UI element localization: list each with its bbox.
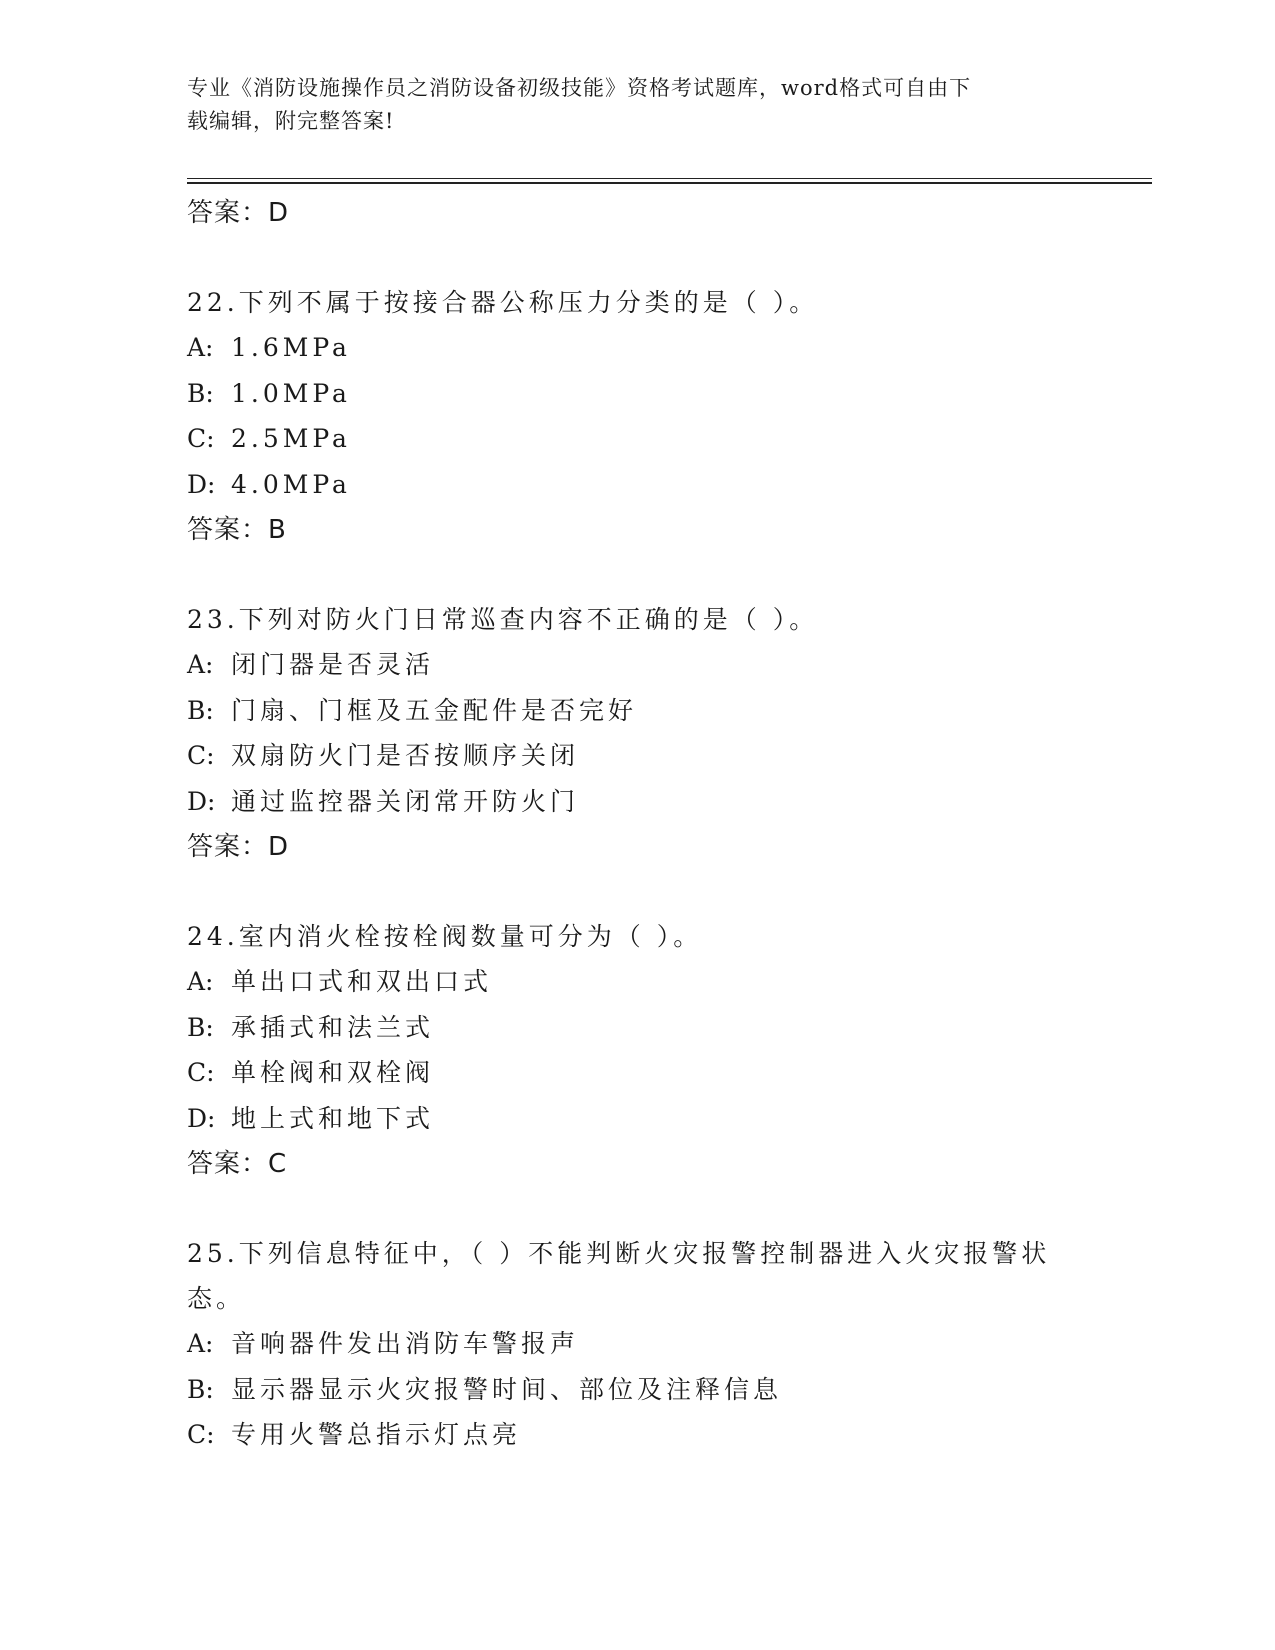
answer-prefix: 答案： [187,515,269,545]
option-d [187,462,1087,508]
option-letter: C: [187,424,215,453]
option-a [187,1321,1087,1367]
question-22 [187,280,1087,553]
option-text: 门扇、门框及五金配件是否完好 [231,695,638,725]
answer-value: B [268,515,287,545]
answer-prefix: 答案： [187,198,269,228]
option-text: 地上式和地下式 [231,1103,435,1133]
option-text: 承插式和法兰式 [231,1012,435,1042]
answer-prefix: 答案： [187,832,269,862]
option-text: 单出口式和双出口式 [231,967,493,996]
question-answer [187,1141,1087,1187]
option-letter: C: [187,741,215,770]
document-header [187,72,1067,138]
option-letter: A: [187,1329,214,1358]
option-b [187,371,1087,417]
option-d [187,779,1087,825]
question-stem: 24.室内消火栓按栓阀数量可分为（ ）。 [187,922,703,951]
option-letter: D: [187,469,216,499]
header-line-1: 专业《消防设施操作员之消防设备初级技能》资格考试题库，word格式可自由下 [187,76,972,100]
header-line-2: 载编辑，附完整答案! [187,109,395,133]
option-letter: B: [187,1012,214,1042]
option-letter: D: [187,786,216,816]
option-letter: A: [187,333,214,362]
option-text: 2.5MPa [231,424,351,453]
question-23 [187,597,1087,870]
option-text: 专用火警总指示灯点亮 [231,1420,522,1449]
option-c [187,1412,1087,1458]
option-c [187,416,1087,462]
option-a [187,325,1087,371]
option-letter: A: [187,967,214,996]
previous-answer [187,190,1087,236]
question-list [187,190,1087,1458]
question-stem: 22.下列不属于按接合器公称压力分类的是（ ）。 [187,288,819,317]
answer-prefix: 答案： [187,1149,269,1179]
option-letter: C: [187,1420,215,1449]
option-text: 1.0MPa [231,378,351,408]
question-answer [187,507,1087,553]
option-b [187,688,1087,734]
option-text: 双扇防火门是否按顺序关闭 [231,741,580,770]
option-text: 闭门器是否灵活 [231,650,435,679]
option-text: 通过监控器关闭常开防火门 [231,786,580,816]
option-letter: B: [187,1374,214,1404]
option-text: 显示器显示火灾报警时间、部位及注释信息 [231,1374,783,1404]
option-letter: B: [187,378,214,408]
option-letter: C: [187,1058,215,1087]
option-a [187,959,1087,1005]
answer-value: D [268,832,290,862]
header-divider-thick [187,182,1152,184]
question-stem: 23.下列对防火门日常巡查内容不正确的是（ ）。 [187,605,819,634]
option-text: 单栓阀和双栓阀 [231,1058,435,1087]
header-divider-thin [187,178,1152,179]
question-answer [187,824,1087,870]
option-a [187,642,1087,688]
option-letter: D: [187,1103,216,1133]
answer-value: D [268,198,290,228]
option-text: 音响器件发出消防车警报声 [231,1329,580,1358]
option-b [187,1005,1087,1051]
option-letter: A: [187,650,214,679]
option-c [187,1050,1087,1096]
question-25 [187,1231,1087,1458]
answer-value: C [268,1149,288,1179]
option-text: 4.0MPa [231,469,351,499]
option-d [187,1096,1087,1142]
question-24 [187,914,1087,1187]
question-stem: 25.下列信息特征中，（ ）不能判断火灾报警控制器进入火灾报警状态。 [187,1239,1051,1313]
option-b [187,1367,1087,1413]
option-c [187,733,1087,779]
option-letter: B: [187,695,214,725]
option-text: 1.6MPa [231,333,351,362]
